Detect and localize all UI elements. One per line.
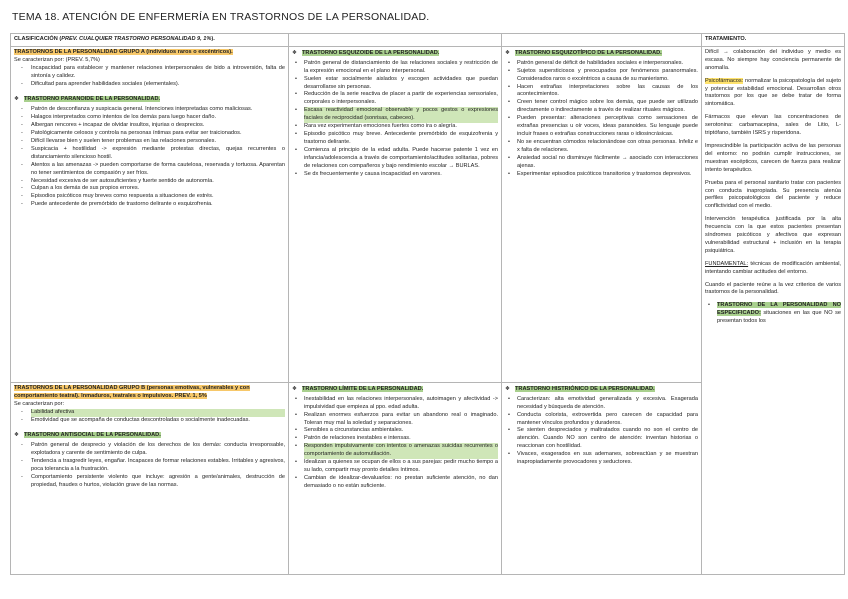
list-item: • Suelen estar socialmente aislados y escogen actividades que puedan desarrollarse sin personas. — [304, 76, 498, 92]
list-item: • Responden impulsivamente con intentos o amenazas suicidas recurrentes o comportamiento de automutilación. — [304, 443, 498, 459]
page-title: TEMA 18. ATENCIÓN DE ENFERMERÍA EN TRASTORNOS DE LA PERSONALIDAD. — [12, 11, 430, 23]
grupo-b-list — [14, 409, 285, 425]
treatment-text: Imprescindible la participación activa de las personas del entorno: no podrán cumplir instrucciones, se muestran escépticos, carecen de fuerza para realizar intento terapéutico. — [705, 142, 841, 173]
list-item: • Sujetos supersticiosos y preocupados por fenómenos paranormales. Considerados raros o excéntricos a causa de su manierismo. — [517, 68, 698, 84]
header-classification: CLASIFICACIÓN (PREV. CUALQUIER TRASTORNO PERSONALIDAD 9, 1%). — [11, 34, 289, 47]
list-item: - Episodios psicóticos muy breves como respuesta a situaciones de estrés. — [31, 193, 285, 201]
list-item: • Comienza al principio de la edad adulta. Puede hacerse patente 1 vez en infancia/adolescencia a través de comportamiento/actitudes solitarias, pobres de relaciones con compañeros y bajo rendimiento escolar → BURLAS. — [304, 147, 498, 171]
grupo-b-title: TRASTORNOS DE LA PERSONALIDAD GRUPO B (personas emotivas, vulnerables y con comportamiento teatral). Inmaduros, teatrales o impulsivos. PREV. 1, 5% — [14, 384, 250, 399]
antisocial-title: TRASTORNO ANTISOCIAL DE LA PERSONALIDAD. — [24, 432, 161, 439]
diamond-bullet-icon: ❖ — [14, 432, 20, 439]
grupo-b-intro: Se caracterizan por: — [14, 400, 65, 407]
esquizotipico-list — [505, 60, 698, 179]
limite-title: TRASTORNO LÍMITE DE LA PERSONALIDAD. — [302, 385, 424, 392]
list-item: - Patológicamente celosos y controla na personas íntimas para evitar ser traicionados. — [31, 130, 285, 138]
list-item: • Caracterizan: alta emotividad generalizada y excesiva. Exagerada necesidad y búsqueda de atención. — [517, 396, 698, 412]
list-item: - Culpan a los demás de sus propios errores. — [31, 185, 285, 193]
list-item: • No se encuentran cómodos relacionándose con otras personas. Infeliz e x falta de relaciones. — [517, 139, 698, 155]
list-item: - Puede antecedente de premórbido de trastorno delirante o esquizofrenia. — [31, 201, 285, 209]
list-item: • Patrón general de distanciamiento de las relaciones sociales y restricción de la expresión emocional en el plano interpersonal. — [304, 60, 498, 76]
antisocial-list — [14, 442, 285, 489]
treatment-text: Intervención terapéutica justificada por la alta frecuencia con la que estos pacientes presentan síndromes psicóticos y afectivos que expresan vulnerabilidad estructural + inclusión en la terapia psiquiátrica. — [705, 216, 841, 254]
grupo-a-list — [14, 65, 285, 89]
list-item: • Escasa reactividad emocional observable y pocos gestos o expresiones faciales de reciprocidad (sonrisas, cabeceo). — [304, 107, 498, 123]
diamond-bullet-icon: ❖ — [14, 96, 20, 103]
diamond-bullet-icon: ❖ — [292, 49, 298, 56]
list-item: - Necesidad excesiva de ser autosuficientes y fuerte sentido de autonomía. — [31, 178, 285, 186]
list-item: • Realizan enormes esfuerzos para evitar un abandono real o imaginado. Toleran muy mal la soledad y separaciones. — [304, 412, 498, 428]
list-item: - Halagos interpretados como intentos de los demás para luego hacer daño. — [31, 114, 285, 122]
list-item: • Reducción de la serie reactiva de placer a partir de experiencias sensoriales, corporales o interpersonales. — [304, 91, 498, 107]
treatment-text: Difícil → colaboración del individuo y medio es escasa. No siempre hay conciencia permanente de anomalía. — [705, 48, 841, 71]
list-item: • Hacen extrañas interpretaciones sobre las causas de los acontecimientos. — [517, 84, 698, 100]
treatment-text: FUNDAMENTAL: técnicas de modificación ambiental, intentando cambiar actitudes del entorno. — [705, 260, 841, 275]
esquizoide-title: TRASTORNO ESQUIZOIDE DE LA PERSONALIDAD. — [302, 49, 440, 56]
cell-esquizoide — [289, 46, 502, 382]
treatment-text: Cuando el paciente reúne a la vez criterios de varios trastornos de la personalidad. — [705, 281, 841, 296]
list-item: • Cambian de idealizar-devaluarlos: no prestan suficiente atención, no dan demasiado o no están suficiente. — [304, 475, 498, 491]
grupo-a-intro: Se caracterizan por: (PREV. 5,7%) — [14, 56, 100, 63]
list-item: - Incapacidad para establecer y mantener relaciones interpersonales de bido a introversión, falta de sintonía y calidez. — [31, 65, 285, 81]
cell-group-a — [11, 46, 289, 382]
list-item: • Se sienten despreciados y maltratados cuando no son el centro de atención. Cuando NO son centro de atención: inventan historias o reaccionan con hostilidad. — [517, 427, 698, 451]
treatment-text: Prueba para el personal sanitario tratar con pacientes con conducta inapropiada. Su presencia atenúa perfiles psicopatológicos del paciente y reduce conflictividad con el medio. — [705, 179, 841, 210]
list-item: - Albergan rencores + incapaz de olvidar insultos, injurias o desprecios. — [31, 122, 285, 130]
diamond-bullet-icon: ❖ — [292, 385, 298, 392]
list-item: • Se dx frecuentemente y causa incapacidad en varones. — [304, 171, 498, 179]
paranoide-list — [14, 106, 285, 209]
diamond-bullet-icon: ❖ — [505, 49, 511, 56]
header-empty-3 — [502, 34, 702, 47]
list-item: • Vivaces, exagerados en sus ademanes, sobreactúan y se muestran inapropiadamente provocadores y seductores. — [517, 451, 698, 467]
classification-table — [10, 33, 845, 575]
list-item: - Dificultad para aprender habilidades sociales (elementales). — [31, 81, 285, 89]
treatment-list — [705, 302, 841, 326]
list-item: • Episodio psicótico muy breve. Antecedente premórbido de esquizofrenia y trastorno delirante. — [304, 131, 498, 147]
list-item: • Patrón de relaciones inestables e intensas. — [304, 435, 498, 443]
list-item: • Conducta colorista, extrovertida pero carecen de capacidad para mantener vínculos profundos y duraderos. — [517, 412, 698, 428]
cell-limite — [289, 382, 502, 574]
treatment-text: Fármacos que elevan las concentraciones de serotonina: carbamacepina, sales de Litio, L-triptófano, también ISRS y risperidona. — [705, 114, 841, 137]
list-item: • TRASTORNO DE LA PERSONALIDAD NO ESPECIFICADO: situaciones en las que NO se presentan todos los — [717, 302, 841, 326]
list-item: - Atentos a las amenazas -> pueden comportarse de forma cautelosa, reservada y tortuosa. Aparentan no tener sentimientos de compasión y ser fríos. — [31, 162, 285, 178]
cell-esquizotipico — [502, 46, 702, 382]
treatment-text: Psicofármacos: normalizar la psicopatología del sujeto y potenciar estabilidad emocional. Desarrollan otros trastornos por los que se debe tratar de forma sintomática. — [705, 77, 841, 108]
list-item: - Patrón general de desprecio y violación de los derechos de los demás: conducta irresponsable, explotadora y carente de sentimiento de culpa. — [31, 442, 285, 458]
histrionico-list — [505, 396, 698, 467]
list-item: • Patrón general de déficit de habilidades sociales e interpersonales. — [517, 60, 698, 68]
esquizotipico-title: TRASTORNO ESQUIZOTÍPICO DE LA PERSONALIDAD. — [515, 49, 662, 56]
list-item: • Rara vez experimentan emociones fuertes como ira o alegría. — [304, 123, 498, 131]
list-item: • Sensibles a circunstancias ambientales. — [304, 427, 498, 435]
list-item: • Experimentar episodios psicóticos transitorios y trastornos depresivos. — [517, 171, 698, 179]
diamond-bullet-icon: ❖ — [505, 385, 511, 392]
grupo-a-title: TRASTORNOS DE LA PERSONALIDAD GRUPO A (individuos raros o excéntricos). — [14, 48, 233, 55]
header-treatment: TRATAMIENTO. — [702, 34, 845, 47]
list-item: • Creen tener control mágico sobre los demás, que puede ser utilizado directamente o indirectamente a través de realizar rituales mágicos. — [517, 99, 698, 115]
list-item: - Emotividad que se acompaña de conductas descontroladas o socialmente inadecuadas. — [31, 417, 285, 425]
list-item: • Ansiedad social no disminuye fácilmente → asociado con interacciones ajenas. — [517, 155, 698, 171]
header-empty-2 — [289, 34, 502, 47]
cell-group-b — [11, 382, 289, 574]
list-item: - Comportamiento persistente violento que incluye: agresión a gente/animales, destrucción de propiedad, fraudes o hurtos, violación grave de las normas. — [31, 474, 285, 490]
list-item: • Idealizan a quienes se ocupan de ellos o a sus parejas: pedir mucho tiempo a su lado, compartir muy pronto detalles íntimos. — [304, 459, 498, 475]
paranoide-title: TRASTORNO PARANOIDE DE LA PERSONALIDAD. — [24, 96, 161, 103]
list-item: - Difícil llevarse bien y suelen tener problemas en las relaciones personales. — [31, 138, 285, 146]
histrionico-title: TRASTORNO HISTRIÓNICO DE LA PERSONALIDAD. — [515, 385, 655, 392]
list-item: - Tendencia a trasgredir leyes, engañar. Incapaces de formar relaciones estables. Irritables y agresivos, poca tolerancia a la frustración. — [31, 458, 285, 474]
list-item: - Suspicacia + hostilidad -> expresión mediante protestas directas, quejas recurrentes o distanciamiento silencioso hostil. — [31, 146, 285, 162]
cell-treatment — [702, 46, 845, 574]
list-item: - Labilidad afectiva — [31, 409, 285, 417]
list-item: - Patrón de desconfianza y suspicacia general. Intenciones interpretadas como maliciosas. — [31, 106, 285, 114]
list-item: • Inestabilidad en las relaciones interpersonales, autoimagen y afectividad -> impulsividad que empieza al ppo. edad adulta. — [304, 396, 498, 412]
esquizoide-list — [292, 60, 498, 179]
limite-list — [292, 396, 498, 491]
cell-histrionico — [502, 382, 702, 574]
list-item: • Pueden presentar: alteraciones perceptivas como sensaciones de extrañas presencias u oír voces, ideas paranoides. Su lenguaje puede incluir frases o extrañas construcciones raras o idiosincrásicas. — [517, 115, 698, 139]
